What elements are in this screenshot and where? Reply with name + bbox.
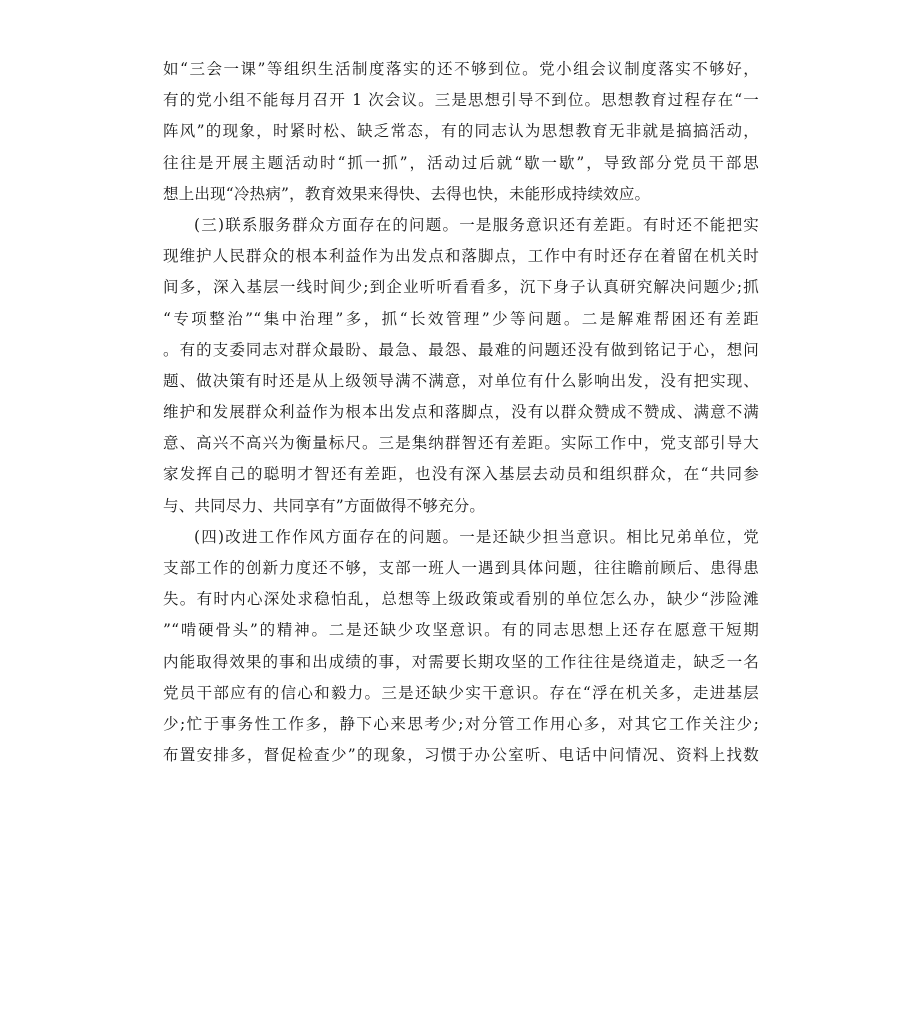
text-line: ”“啃硬骨头”的精神。二是还缺少攻坚意识。有的同志思想上还存在愿意干短期 bbox=[163, 621, 759, 640]
text-line: 少;忙于事务性工作多，静下心来思考少;对分管工作用心多，对其它工作关注少; bbox=[163, 714, 759, 733]
text-line: 党员干部应有的信心和毅力。三是还缺少实干意识。存在“浮在机关多，走进基层 bbox=[163, 683, 759, 702]
text-line: (四)改进工作作风方面存在的问题。一是还缺少担当意识。相比兄弟单位，党 bbox=[194, 527, 759, 546]
text-line: 内能取得效果的事和出成绩的事，对需要长期攻坚的工作往往是绕道走，缺乏一名 bbox=[163, 652, 759, 671]
text-line: 家发挥自己的聪明才智还有差距，也没有深入基层去动员和组织群众，在“共同参 bbox=[163, 465, 759, 484]
text-line: 有的党小组不能每月召开 1 次会议。三是思想引导不到位。思想教育过程存在“一 bbox=[163, 91, 759, 110]
text-line: 。有的支委同志对群众最盼、最急、最怨、最难的问题还没有做到铭记于心，想问 bbox=[163, 340, 759, 359]
text-line: 支部工作的创新力度还不够，支部一班人一遇到具体问题，往往瞻前顾后、患得患 bbox=[163, 559, 759, 577]
text-line: 失。有时内心深处求稳怕乱，总想等上级政策或看别的单位怎么办，缺少“涉险滩 bbox=[163, 590, 759, 609]
text-line: (三)联系服务群众方面存在的问题。一是服务意识还有差距。有时还不能把实 bbox=[194, 215, 759, 234]
text-line: 与、共同尽力、共同享有”方面做得不够充分。 bbox=[163, 496, 486, 515]
text-line: 阵风”的现象，时紧时松、缺乏常态，有的同志认为思想教育无非就是搞搞活动， bbox=[163, 122, 759, 141]
text-line: 布置安排多，督促检查少”的现象，习惯于办公室听、电话中问情况、资料上找数 bbox=[163, 746, 759, 765]
body-text bbox=[163, 54, 759, 771]
text-line: “专项整治”“集中治理”多，抓“长效管理”少等问题。二是解难帮困还有差距 bbox=[163, 309, 759, 328]
text-line: 维护和发展群众利益作为根本出发点和落脚点，没有以群众赞成不赞成、满意不满 bbox=[163, 403, 759, 422]
text-line: 往往是开展主题活动时“抓一抓”，活动过后就“歇一歇”，导致部分党员干部思 bbox=[163, 153, 759, 172]
text-line: 题、做决策有时还是从上级领导满不满意，对单位有什么影响出发，没有把实现、 bbox=[163, 371, 759, 390]
text-line: 现维护人民群众的根本利益作为出发点和落脚点，工作中有时还存在着留在机关时 bbox=[163, 247, 759, 266]
text-line: 如“三会一课”等组织生活制度落实的还不够到位。党小组会议制度落实不够好， bbox=[163, 60, 759, 78]
text-line: 间多，深入基层一线时间少;到企业听听看看多，沉下身子认真研究解决问题少;抓 bbox=[163, 278, 759, 297]
text-line: 意、高兴不高兴为衡量标尺。三是集纳群智还有差距。实际工作中，党支部引导大 bbox=[163, 434, 759, 453]
text-line: 想上出现“冷热病”，教育效果来得快、去得也快，未能形成持续效应。 bbox=[163, 184, 651, 203]
